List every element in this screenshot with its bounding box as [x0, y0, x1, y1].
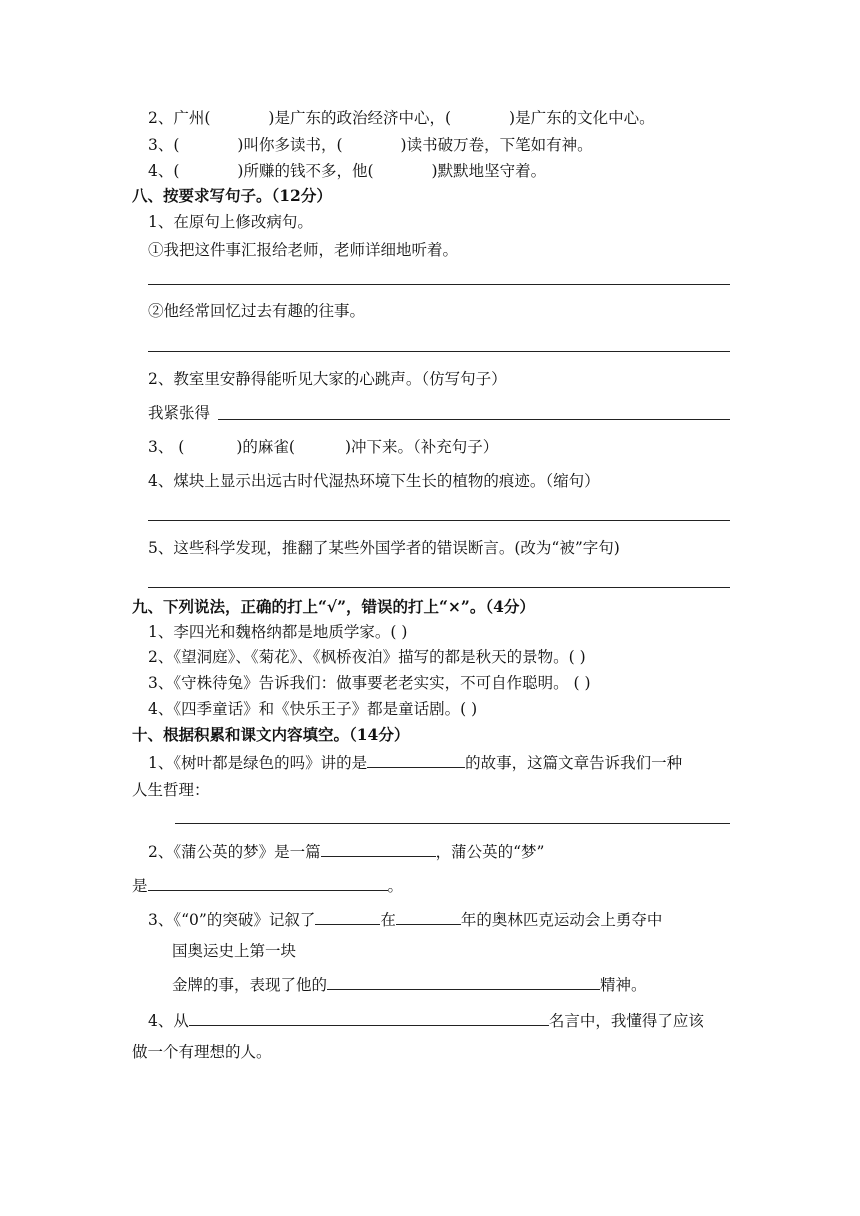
answer-line[interactable]: [175, 823, 730, 824]
blank[interactable]: [396, 909, 461, 925]
section-9-item: 2、《望洞庭》、《菊花》、《枫桥夜泊》描写的都是秋天的景物。( ): [148, 648, 586, 666]
section-8-q3-a: 3、 (: [148, 438, 185, 456]
fill-line-4-b: )所赚的钱不多，他(: [237, 162, 374, 180]
blank[interactable]: [327, 974, 600, 990]
section-10-q2-cont-a: 是: [132, 877, 148, 895]
section-10-q1-a: 1、《树叶都是绿色的吗》讲的是: [148, 754, 368, 772]
fill-line-3-a: 3、(: [148, 136, 180, 154]
fill-line-2-c: )是广东的文化中心。: [509, 109, 655, 127]
section-8-q3: [148, 437, 498, 457]
section-8-q2: 2、教室里安静得能听见大家的心跳声。（仿写句子）: [148, 370, 507, 388]
section-10-q2-a: 2、《蒲公英的梦》是一篇: [148, 843, 321, 861]
section-9-item: 1、李四光和魏格纳都是地质学家。( ): [148, 623, 408, 641]
section-8-q3-b: )的麻雀(: [236, 438, 295, 456]
section-8-q1: 1、在原句上修改病句。: [148, 213, 313, 231]
section-10-q3-a: 3、《“0”的突破》记叙了: [148, 911, 316, 929]
section-8-q5: 5、这些科学发现，推翻了某些外国学者的错误断言。(改为“被”字句): [148, 539, 620, 557]
section-8-q4: 4、煤块上显示出远古时代湿热环境下生长的植物的痕迹。（缩句）: [148, 472, 600, 490]
fill-line-3: [148, 135, 593, 155]
fill-line-4-c: )默默地坚守着。: [431, 162, 547, 180]
fill-line-4-a: 4、(: [148, 162, 180, 180]
fill-line-2-b: )是广东的政治经济中心，(: [268, 109, 452, 127]
section-10-q3-cont2: [172, 974, 647, 995]
section-10-q3-cont2-a: 金牌的事，表现了他的: [172, 976, 328, 994]
section-8-q1b: ②他经常回忆过去有趣的往事。: [148, 302, 366, 320]
fill-line-4: [148, 161, 546, 181]
answer-line[interactable]: [218, 419, 730, 420]
blank[interactable]: [321, 841, 436, 857]
section-10-q4-b: 名言中，我懂得了应该: [548, 1012, 704, 1030]
section-8-q3-c: )冲下来。（补充句子）: [344, 438, 499, 456]
section-8-q2-prefix: 我紧张得: [148, 404, 211, 422]
answer-line[interactable]: [148, 587, 730, 588]
fill-line-3-b: )叫你多读书，(: [237, 136, 343, 154]
section-10-q3-cont2-b: 精神。: [600, 976, 647, 994]
section-10-q2-cont: [132, 875, 403, 896]
blank[interactable]: [148, 875, 388, 891]
section-10-q1-cont: 人生哲理：: [132, 781, 210, 799]
section-8-title: 八、按要求写句子。（12分）: [132, 186, 332, 205]
blank[interactable]: [367, 752, 465, 768]
fill-line-2-a: 2、广州(: [148, 109, 211, 127]
fill-line-2: [148, 108, 655, 128]
section-9-item: 3、《守株待兔》告诉我们：做事要老老实实，不可自作聪明。 ( ): [148, 674, 591, 692]
section-10-q4-a: 4、从: [148, 1012, 189, 1030]
answer-line[interactable]: [148, 520, 730, 521]
blank[interactable]: [315, 909, 380, 925]
section-10-q2-b: ，蒲公英的“梦”: [435, 843, 545, 861]
answer-line[interactable]: [148, 284, 730, 285]
section-9-title: 九、下列说法，正确的打上“√”，错误的打上“×”。（4分）: [132, 597, 535, 616]
section-10-q4: [148, 1010, 704, 1031]
section-10-q1: [148, 752, 682, 773]
fill-line-3-c: )读书破万卷，下笔如有神。: [400, 136, 593, 154]
section-10-q1-b: 的故事，这篇文章告诉我们一种: [465, 754, 683, 772]
answer-line[interactable]: [148, 351, 730, 352]
blank[interactable]: [189, 1010, 549, 1026]
section-10-q2-cont-b: 。: [387, 877, 404, 895]
section-10-q3: [148, 909, 662, 930]
section-9-item: 4、《四季童话》和《快乐王子》都是童话剧。( ): [148, 700, 478, 718]
section-10-q3-c: 年的奥林匹克运动会上勇夺中: [460, 911, 663, 929]
section-10-q3-b: 在: [380, 911, 396, 929]
section-10-q2: [148, 841, 544, 862]
section-10-q3-cont: 国奥运史上第一块: [172, 942, 297, 960]
section-10-q4-cont: 做一个有理想的人。: [132, 1043, 272, 1061]
section-8-q1a: ①我把这件事汇报给老师，老师详细地听着。: [148, 241, 459, 259]
section-10-title: 十、根据积累和课文内容填空。（14分）: [132, 725, 410, 744]
